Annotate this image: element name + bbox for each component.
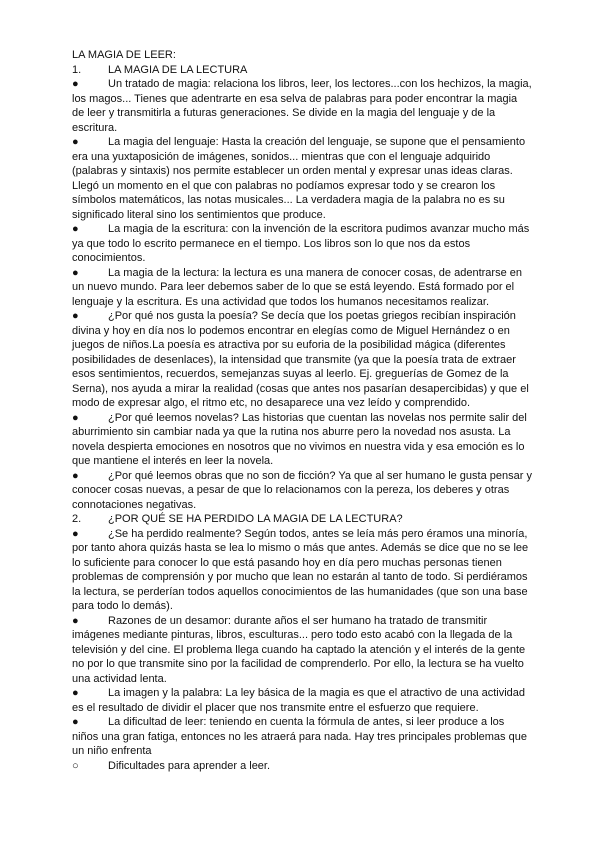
bullet-icon: ● [72,716,79,728]
bullet-icon: ● [72,527,79,540]
bullet-icon: ● [72,223,79,235]
bullet-icon: ● [72,469,79,482]
list-item-text: La magia de la lectura: la lectura es una manera de conocer cosas, de adentrarse en un nuevo mundo. Para leer debemos saber de lo que se está leyendo. Está formado por el lenguaje y la escritura. Es una actividad que todos los humanos necesitamos realizar. [72,266,522,308]
section-title: LA MAGIA DE LA LECTURA [108,63,248,76]
list-item [72,266,532,310]
section-heading-1 [72,63,532,78]
list-item [72,135,532,222]
section-number: 1. [72,63,82,76]
list-item-text: La magia de la escritura: con la invención de la escritora pudimos avanzar mucho más ya que todo lo escrito permanece en el tiempo. Los libros son lo que nos da estos conocimientos. [72,223,530,264]
list-item [72,222,532,266]
list-item-text: Razones de un desamor: durante años el ser humano ha tratado de transmitir imágenes mediante pinturas, libros, esculturas... pero todo esto acabó con la llegada de la televisión y del cine. El problema llega cuando ha captado la atención y el interés de la gente no por lo que transmite sino por la facilidad de comprenderlo. Por ello, la lectura se ha vuelto una actividad lenta. [72,614,526,685]
list-item [72,686,532,715]
list-item-text: La magia del lenguaje: Hasta la creación del lenguaje, se supone que el pensamiento era una yuxtaposición de imágenes, sonidos... mientras que con el lenguaje adquirido (palabras y sintaxis) nos permite establecer un orden mental y expresar unas ideas claras. Llegó un momento en el que con palabras no podíamos expresar todo y se crearon los símbolos matemáticos, las notas musicales... La verdadera magia de la palabra no es su significado literal sino los sentimientos que produce. [72,136,526,221]
list-item-text: Dificultades para aprender a leer. [108,759,271,772]
circle-bullet-icon: ○ [72,759,79,772]
list-item-text: Un tratado de magia: relaciona los libros, leer, los lectores...con los hechizos, la magia, los magos... Tienes que adentrarte en esa selva de palabras para poder encontrar la magia de leer y transmitirla a futuras generaciones. Se divide en la magia del lenguaje y de la escritura. [72,78,532,134]
list-item-text: ¿Se ha perdido realmente? Según todos, antes se leía más pero éramos una minoría, por tanto ahora quizás hasta se lea lo mismo o más que antes. Además se dice que no se lee lo suficiente para conocer lo que está pasando hoy en día pero muchas personas tienen problemas de comprensión y por mucho que lean no estarán al tanto de todo. Si perdiéramos la lectura, se perderían todos aquellos conocimientos de las humanidades (que son una base para todo lo demás). [72,527,529,612]
list-item [72,715,532,759]
document-title: LA MAGIA DE LEER: [72,49,176,61]
list-item-text: ¿Por qué leemos obras que no son de ficción? Ya que al ser humano le gusta pensar y conocer cosas nuevas, a pesar de que lo relacionamos con la pereza, los deberes y otras connotaciones negativas. [72,469,532,511]
bullet-icon: ● [72,614,79,627]
section-title: ¿POR QUÉ SE HA PERDIDO LA MAGIA DE LA LECTURA? [108,513,403,525]
bullet-icon: ● [72,687,79,699]
list-item [72,614,532,687]
bullet-icon: ● [72,136,79,148]
list-item [72,469,532,513]
list-item [72,411,532,469]
bullet-icon: ● [72,266,79,279]
document-page [72,48,532,773]
list-item-text: La dificultad de leer: teniendo en cuenta la fórmula de antes, si leer produce a los niños una gran fatiga, entonces no les atraerá para nada. Hay tres principales problemas que un niño enfrenta [72,716,527,757]
list-item-text: La imagen y la palabra: La ley básica de la magia es que el atractivo de una actividad es el resultado de dividir el placer que nos transmite entre el esfuerzo que requiere. [72,687,526,714]
list-item-text: ¿Por qué nos gusta la poesía? Se decía que los poetas griegos recibían inspiración divina y hoy en día nos lo podemos encontrar en elegías como de Miguel Hernández o en juegos de niños.La poesía es atractiva por su euforia de la posibilidad mágica (diferentes posibilidades de desenlaces), la intensidad que transmite (ya que la poesía trata de extraer esos sentimientos, recuerdos, semejanzas suyas al leerlo. Ej. greguerías de Gomez de la Serna), nos ayuda a mirar la realidad (cosas que antes nos pasarían desapercibidas) y que el modo de expresar algo, el ritmo etc, no desaparece una vez leído y comprendido. [72,310,529,409]
list-item [72,527,532,614]
section-number: 2. [72,513,82,525]
section-heading-2 [72,512,532,527]
list-item-text: ¿Por qué leemos novelas? Las historias que cuentan las novelas nos permite salir del aburrimiento sin cambiar nada ya que la rutina nos aburre pero la novedad nos asusta. La novela despierta emociones en nosotros que no vivimos en nuestra vida y esa emoción es lo que mantiene el interés en leer la novela. [72,411,527,467]
list-item [72,77,532,135]
bullet-icon: ● [72,310,79,322]
bullet-icon: ● [72,411,79,424]
list-item [72,309,532,411]
bullet-icon: ● [72,78,79,90]
list-item [72,759,532,774]
